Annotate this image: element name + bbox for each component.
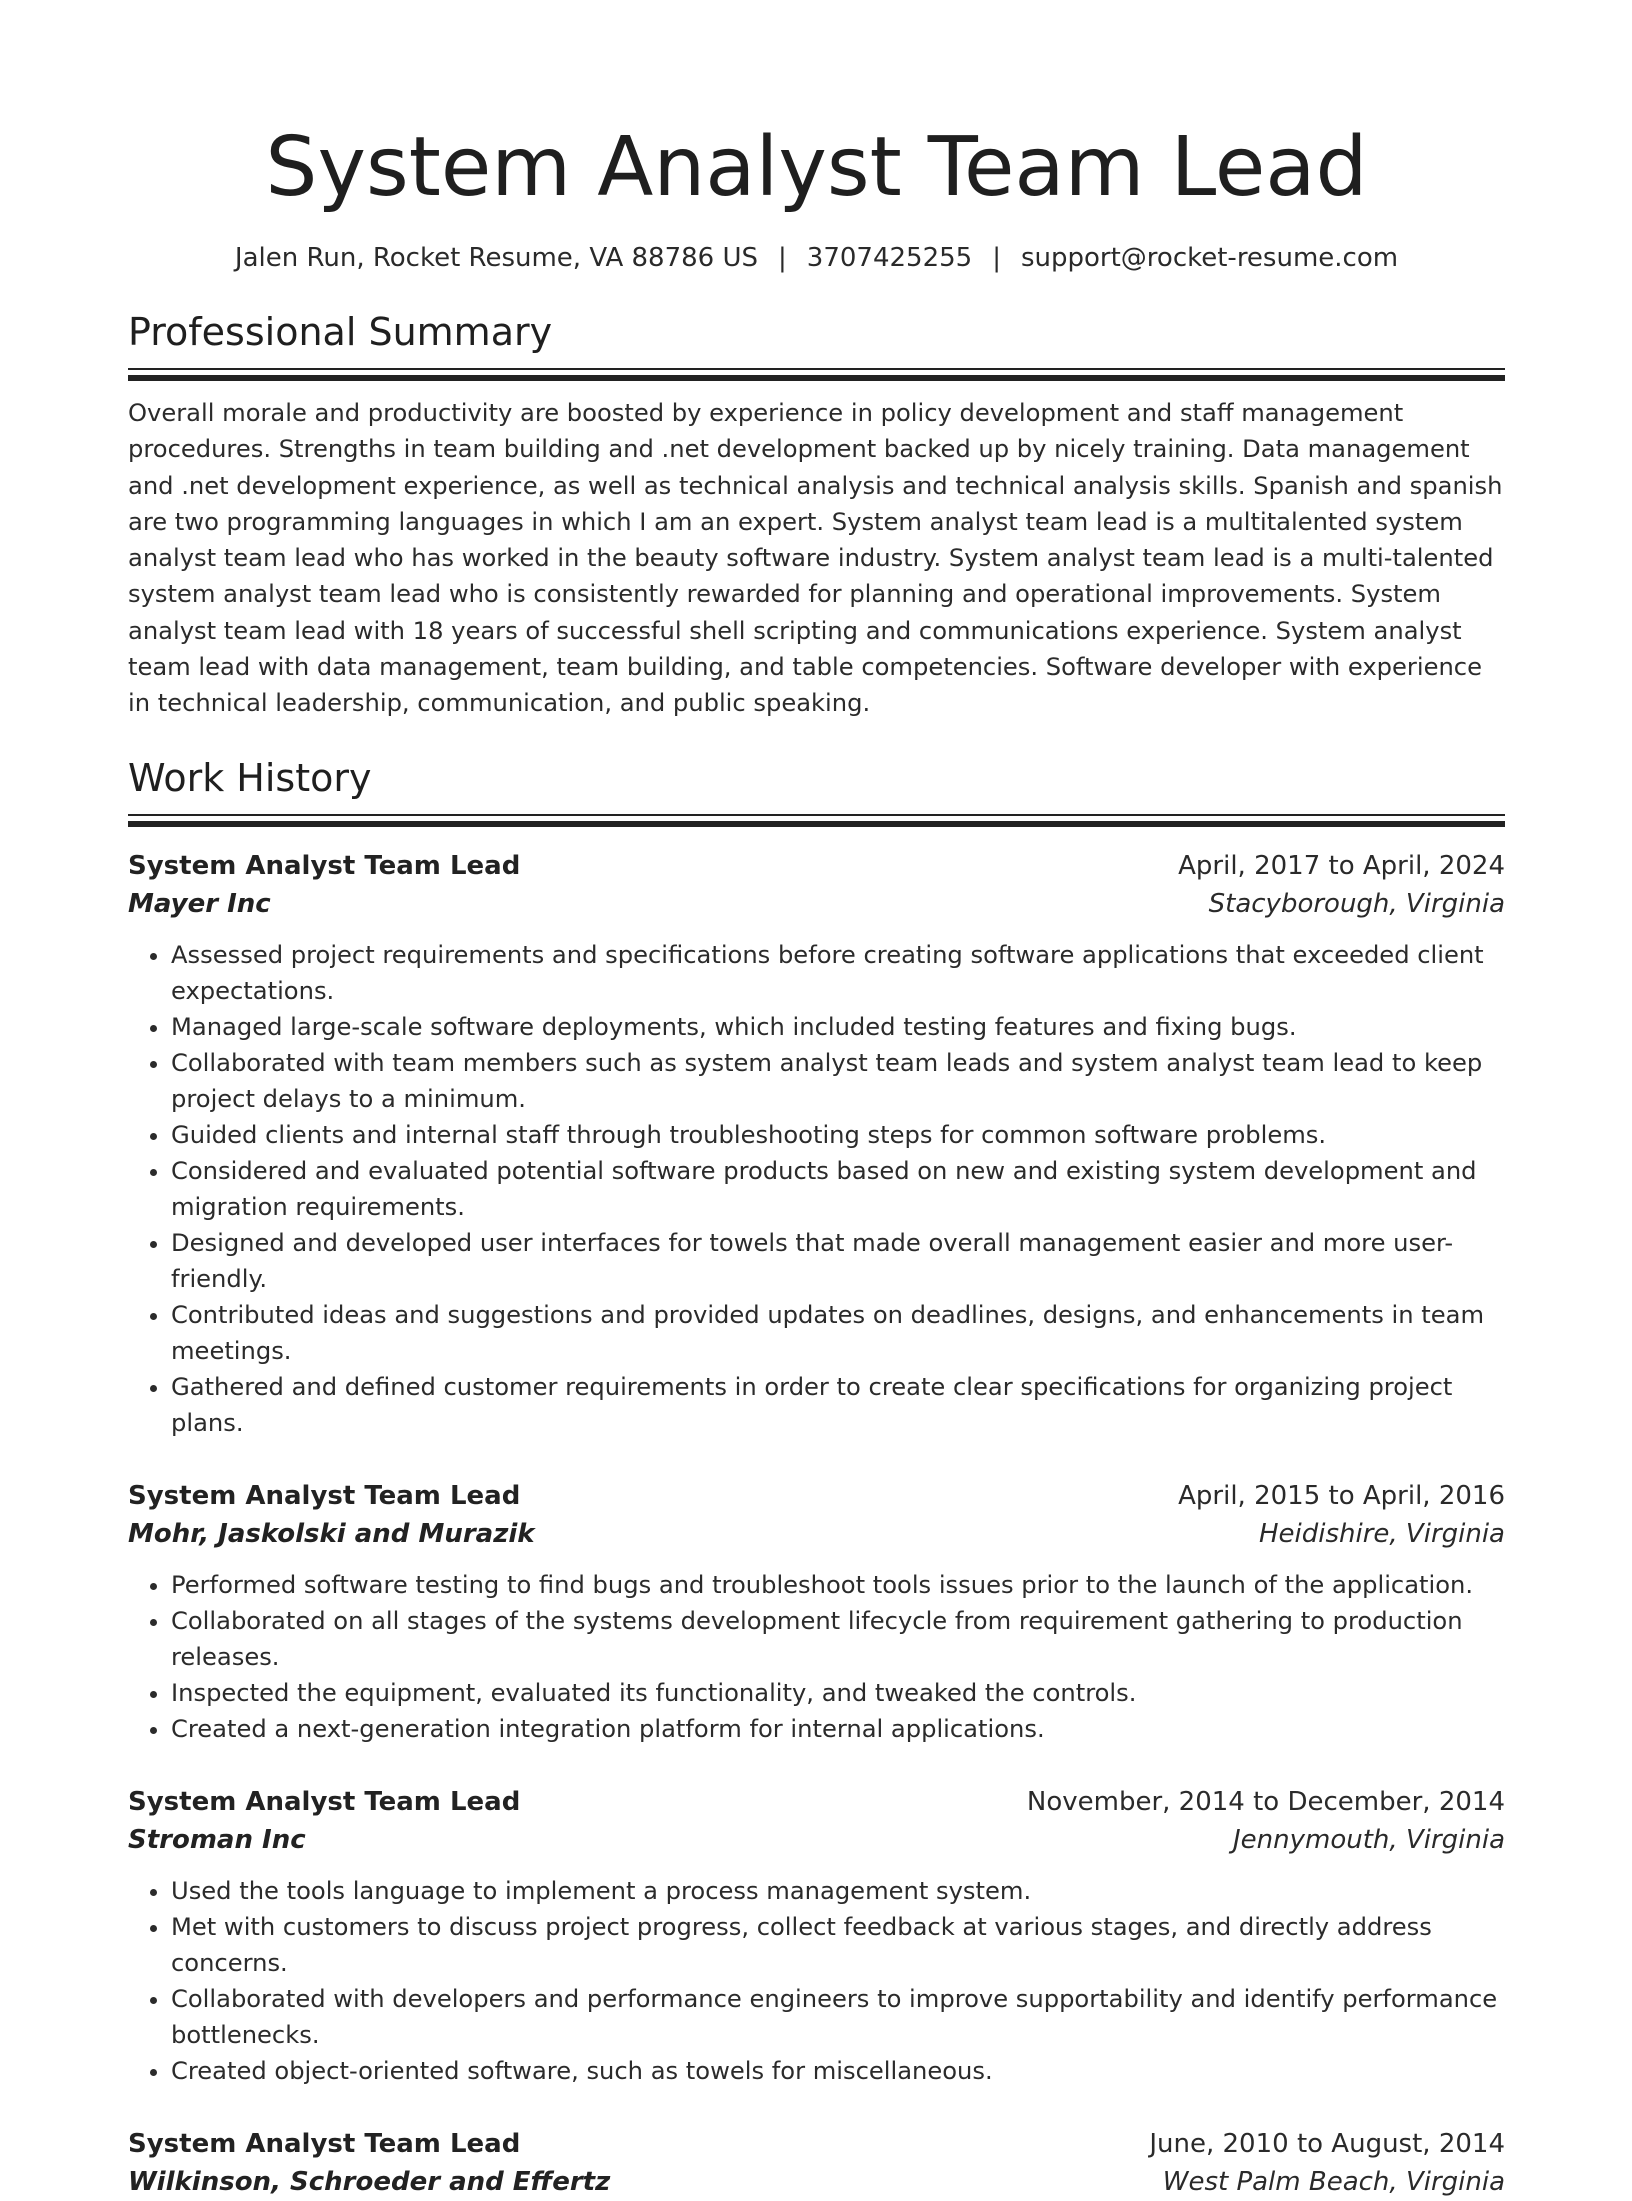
job-location: West Palm Beach, Virginia: [1162, 2166, 1505, 2197]
job-title: System Analyst Team Lead: [128, 850, 521, 881]
job-bullet: • Performed software testing to find bugs and troubleshoot tools issues prior to the launch of the application.: [171, 1567, 1505, 1603]
job-company: Mayer Inc: [128, 888, 271, 919]
job-bullet: • Created object-oriented software, such as towels for miscellaneous.: [171, 2053, 1505, 2089]
job-company-row: [128, 2163, 1505, 2201]
job-entry: [128, 2125, 1505, 2201]
job-entry: [128, 1783, 1505, 2089]
section-title-summary: Professional Summary: [128, 310, 553, 354]
job-bullet: • Inspected the equipment, evaluated its functionality, and tweaked the controls.: [171, 1675, 1505, 1711]
section-title-work-history: Work History: [128, 755, 372, 800]
job-bullet: • Collaborated with developers and performance engineers to improve supportability and identify performance bottlenecks.: [171, 1981, 1505, 2053]
job-header-row: [128, 1477, 1505, 1515]
job-header-row: [128, 847, 1505, 885]
job-bullet: • Used the tools language to implement a process management system.: [171, 1873, 1505, 1909]
job-bullet: • Considered and evaluated potential software products based on new and existing system development and migration requirements.: [171, 1153, 1505, 1225]
resume-name: System Analyst Team Lead: [265, 120, 1368, 215]
contact-separator: |: [992, 243, 1001, 273]
job-dates: June, 2010 to August, 2014: [1149, 2128, 1505, 2159]
job-location: Heidishire, Virginia: [1258, 1518, 1505, 1549]
contact-phone: 3707425255: [806, 243, 973, 273]
job-entry: [128, 847, 1505, 1441]
job-bullet: • Created a next-generation integration platform for internal applications.: [171, 1711, 1505, 1747]
job-bullet-list: [128, 1567, 1505, 1747]
summary-text: Overall morale and productivity are boosted by experience in policy development and staff management procedures. Strengths in team building and .net development backed up by nicely training. Data management and .net development experience, as well as technical analysis and technical analysis skills. Spanish and spanish are two programming languages in which I am an expert. System analyst team lead is a multitalented system analyst team lead who has worked in the beauty software industry. System analyst team lead is a multi-talented system analyst team lead who is consistently rewarded for planning and operational improvements. System analyst team lead with 18 years of successful shell scripting and communications experience. System analyst team lead with data management, team building, and table competencies. Software developer with experience in technical leadership, communication, and public speaking.: [128, 399, 1503, 718]
job-bullet: • Managed large-scale software deployments, which included testing features and fixing bugs.: [171, 1009, 1505, 1045]
contact-email: support@rocket-resume.com: [1020, 243, 1399, 273]
job-company: Wilkinson, Schroeder and Effertz: [128, 2166, 611, 2197]
job-dates: April, 2015 to April, 2016: [1178, 1480, 1505, 1511]
contact-line: [128, 240, 1505, 276]
professional-summary-section: [128, 306, 1505, 722]
contact-separator: |: [778, 243, 787, 273]
job-bullet: • Designed and developed user interfaces for towels that made overall management easier and more user-friendly.: [171, 1225, 1505, 1297]
job-bullet: • Guided clients and internal staff through troubleshooting steps for common software problems.: [171, 1117, 1505, 1153]
job-title: System Analyst Team Lead: [128, 1480, 521, 1511]
job-location: Jennymouth, Virginia: [1233, 1824, 1505, 1855]
job-company-row: [128, 1821, 1505, 1859]
job-dates: April, 2017 to April, 2024: [1178, 850, 1505, 881]
job-title: System Analyst Team Lead: [128, 2128, 521, 2159]
job-bullet: • Collaborated on all stages of the systems development lifecycle from requirement gathering to production releases.: [171, 1603, 1505, 1675]
job-bullet-list: [128, 1873, 1505, 2089]
job-location: Stacyborough, Virginia: [1208, 888, 1505, 919]
job-company-row: [128, 1515, 1505, 1553]
job-dates: November, 2014 to December, 2014: [1026, 1786, 1505, 1817]
job-header-row: [128, 2125, 1505, 2163]
job-bullet-list: [128, 937, 1505, 1441]
job-company: Stroman Inc: [128, 1824, 306, 1855]
job-bullet: • Contributed ideas and suggestions and provided updates on deadlines, designs, and enhancements in team meetings.: [171, 1297, 1505, 1369]
job-title: System Analyst Team Lead: [128, 1786, 521, 1817]
job-bullet: • Collaborated with team members such as system analyst team leads and system analyst team lead to keep project delays to a minimum.: [171, 1045, 1505, 1117]
job-list: [128, 847, 1505, 2201]
section-divider: [128, 368, 1505, 381]
job-header-row: [128, 1783, 1505, 1821]
job-bullet: • Gathered and defined customer requirements in order to create clear specifications for organizing project plans.: [171, 1369, 1505, 1441]
job-company: Mohr, Jaskolski and Murazik: [128, 1518, 535, 1549]
job-bullet: • Assessed project requirements and specifications before creating software applications that exceeded client expectations.: [171, 937, 1505, 1009]
job-company-row: [128, 885, 1505, 923]
job-bullet: • Met with customers to discuss project progress, collect feedback at various stages, and directly address concerns.: [171, 1909, 1505, 1981]
contact-address: Jalen Run, Rocket Resume, VA 88786 US: [234, 243, 759, 273]
work-history-section: [128, 752, 1505, 2201]
section-divider: [128, 814, 1505, 827]
job-entry: [128, 1477, 1505, 1747]
